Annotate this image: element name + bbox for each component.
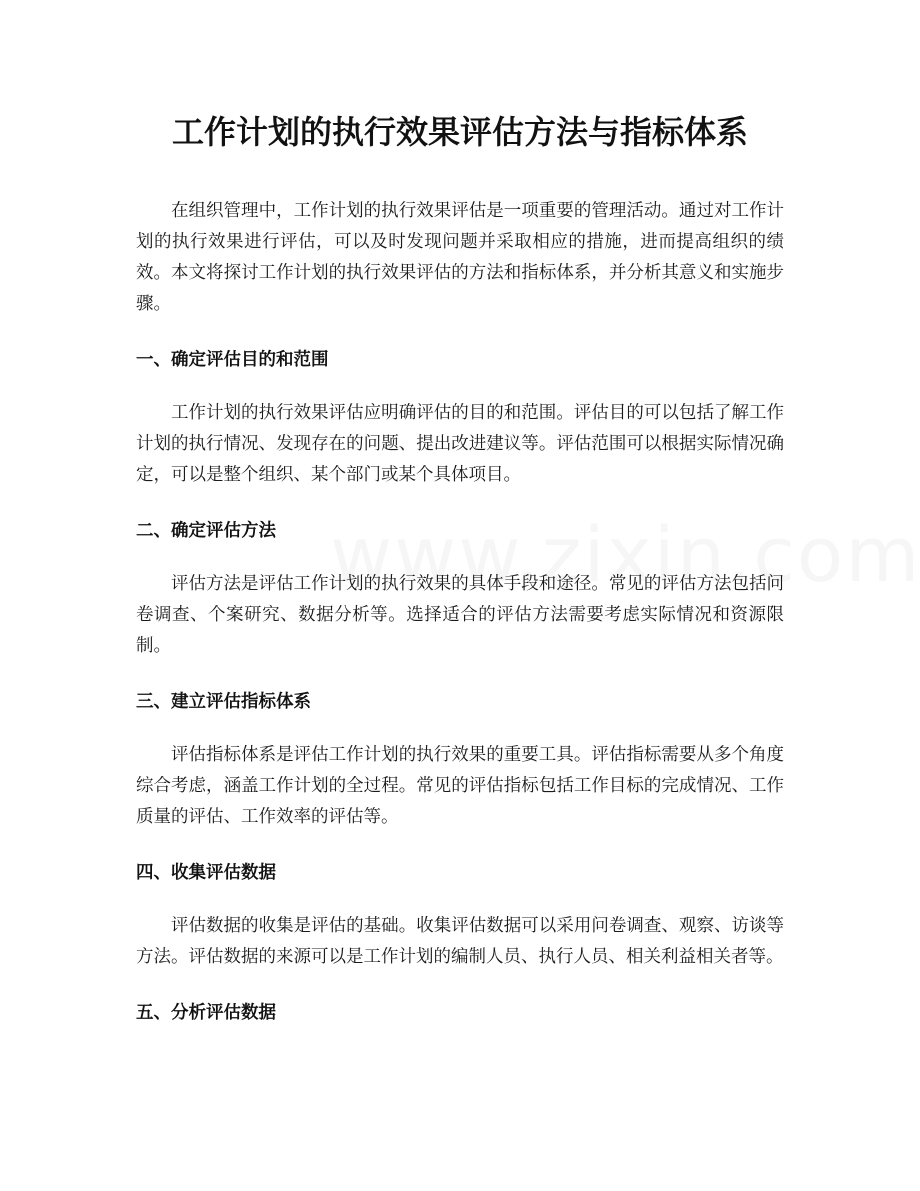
intro-paragraph: 在组织管理中，工作计划的执行效果评估是一项重要的管理活动。通过对工作计划的执行效果进行评估，可以及时发现问题并采取相应的措施，进而提高组织的绩效。本文将探讨工作计划的执行效果评估的方法和指标体系，并分析其意义和实施步骤。 xyxy=(136,201,784,314)
section-body: 评估方法是评估工作计划的执行效果的具体手段和途径。常见的评估方法包括问卷调查、个案研究、数据分析等。选择适合的评估方法需要考虑实际情况和资源限制。 xyxy=(136,574,784,656)
document-title: 工作计划的执行效果评估方法与指标体系 xyxy=(171,113,748,151)
section-4 xyxy=(136,859,784,973)
section-heading: 一、确定评估目的和范围 xyxy=(136,350,329,370)
section-5 xyxy=(136,999,784,1027)
section-1 xyxy=(136,346,784,491)
section-heading: 五、分析评估数据 xyxy=(136,1003,276,1023)
section-2 xyxy=(136,517,784,662)
section-heading: 三、建立评估指标体系 xyxy=(136,692,311,712)
section-heading: 二、确定评估方法 xyxy=(136,521,276,541)
section-heading: 四、收集评估数据 xyxy=(136,863,276,883)
section-body: 工作计划的执行效果评估应明确评估的目的和范围。评估目的可以包括了解工作计划的执行情况、发现存在的问题、提出改进建议等。评估范围可以根据实际情况确定，可以是整个组织、某个部门或某个具体项目。 xyxy=(136,403,784,485)
section-3 xyxy=(136,688,784,833)
section-body: 评估指标体系是评估工作计划的执行效果的重要工具。评估指标需要从多个角度综合考虑，涵盖工作计划的全过程。常见的评估指标包括工作目标的完成情况、工作质量的评估、工作效率的评估等。 xyxy=(136,745,784,827)
section-body: 评估数据的收集是评估的基础。收集评估数据可以采用问卷调查、观察、访谈等方法。评估数据的来源可以是工作计划的编制人员、执行人员、相关利益相关者等。 xyxy=(136,916,784,967)
